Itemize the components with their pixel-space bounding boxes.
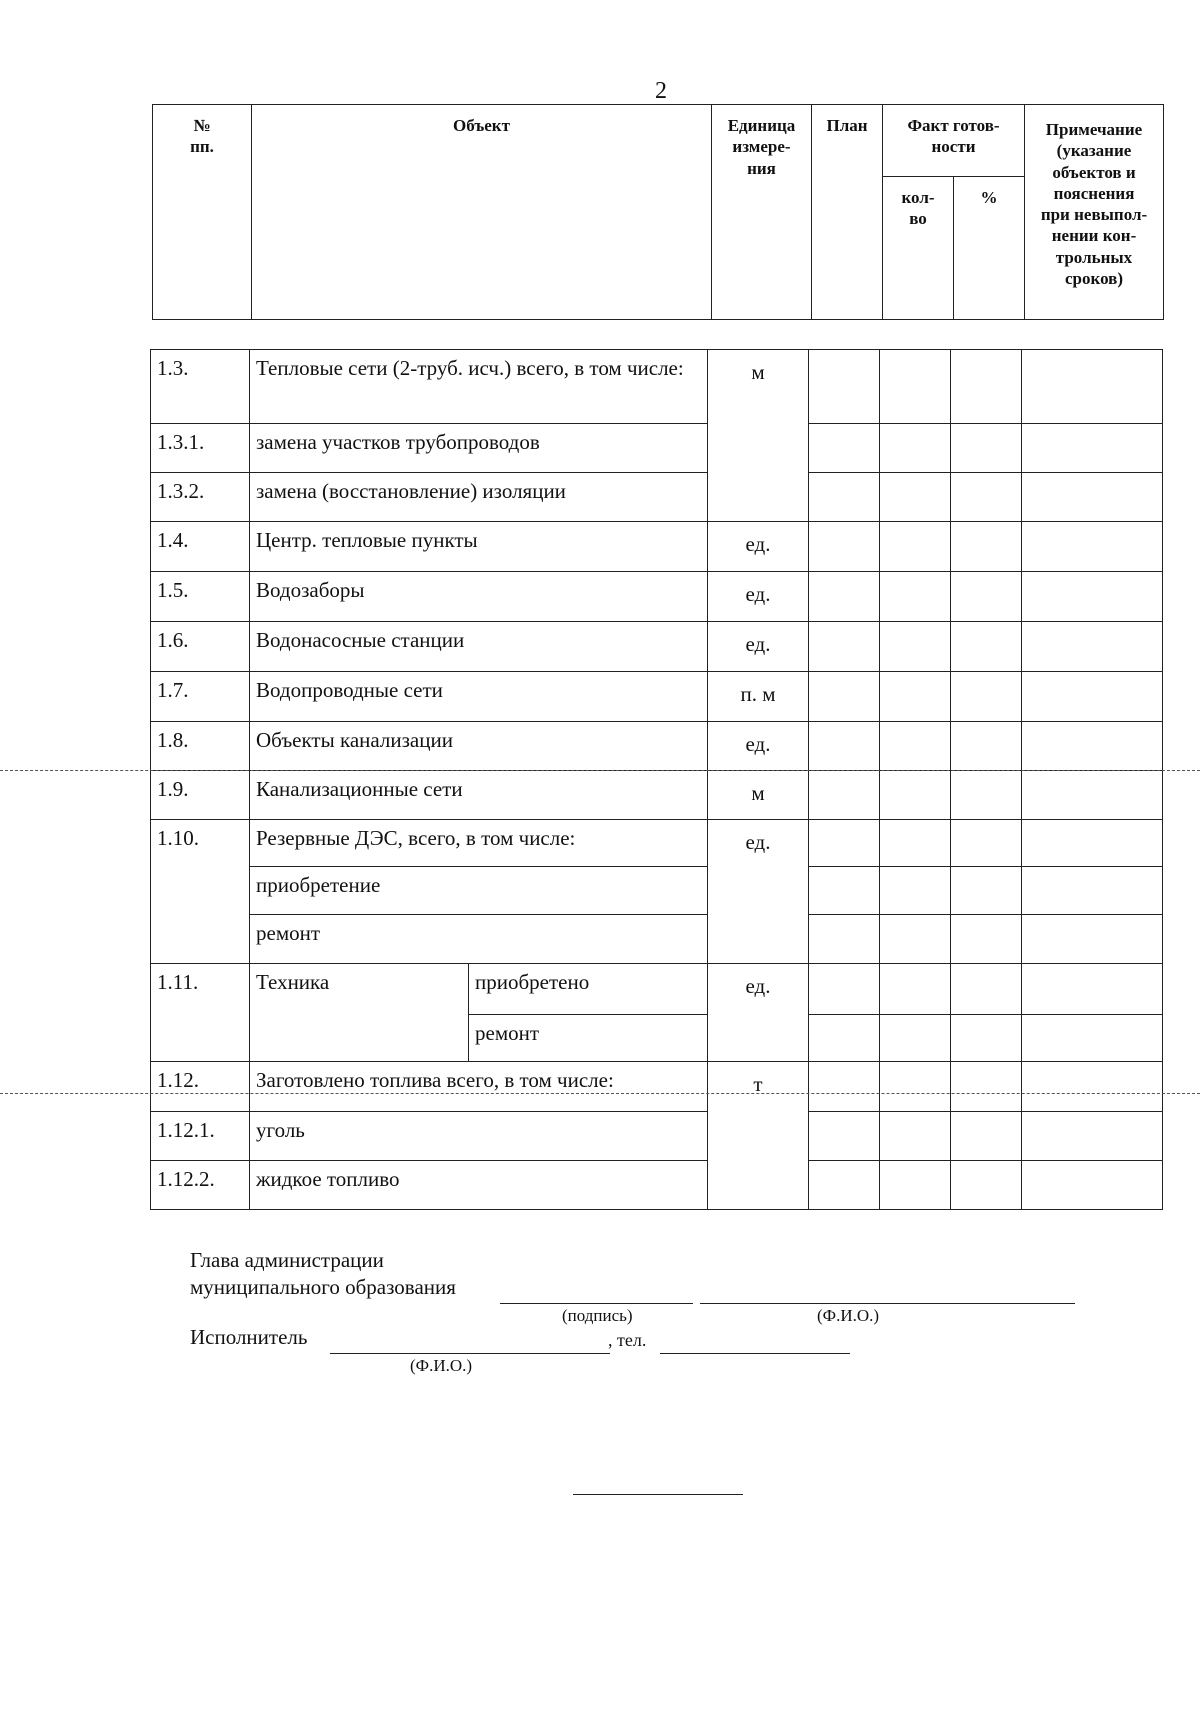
table-row: 1.3.2. замена (восстановление) изоляции: [151, 473, 1163, 522]
table-row: 1.3. Тепловые сети (2-труб. исч.) всего, в том числе: м: [151, 350, 1163, 424]
header-note: Примечание (указание объектов и пояснения при невыпол- нении кон- трольных сроков): [1025, 105, 1164, 320]
fio-field[interactable]: [700, 1303, 1075, 1304]
table-row: приобретение: [151, 867, 1163, 915]
table-row: ремонт: [151, 915, 1163, 964]
header-fact: Факт готов- ности: [883, 105, 1025, 177]
head-title-line2: муниципального образования: [190, 1275, 456, 1299]
head-title-line1: Глава администрации: [190, 1248, 384, 1272]
scan-dash-line: [0, 1093, 1200, 1094]
executor-label: Исполнитель: [190, 1325, 308, 1349]
executor-fio-caption: (Ф.И.О.): [410, 1356, 473, 1375]
table-row: 1.7. Водопроводные сети п. м: [151, 672, 1163, 722]
tel-field[interactable]: [660, 1353, 850, 1354]
table-header: [152, 104, 1164, 320]
table-row: 1.12.2. жидкое топливо: [151, 1161, 1163, 1210]
header-object: Объект: [252, 105, 712, 320]
header-num: № пп.: [153, 105, 252, 320]
table-row: ремонт: [151, 1015, 1163, 1062]
header-qty: кол- во: [883, 177, 954, 320]
end-rule: [573, 1494, 743, 1495]
table-row: 1.3.1. замена участков трубопроводов: [151, 424, 1163, 473]
header-percent: %: [954, 177, 1025, 320]
table-row: 1.5. Водозаборы ед.: [151, 572, 1163, 622]
table-row: 1.10. Резервные ДЭС, всего, в том числе: ед.: [151, 820, 1163, 867]
table-body: [150, 349, 1163, 1210]
table-row: 1.6. Водонасосные станции ед.: [151, 622, 1163, 672]
fio-caption: (Ф.И.О.): [817, 1306, 880, 1325]
header-plan: План: [812, 105, 883, 320]
table-row: 1.9. Канализационные сети м: [151, 771, 1163, 820]
page-number: 2: [655, 78, 667, 104]
header-unit: Единица измере- ния: [712, 105, 812, 320]
signature-field[interactable]: [500, 1303, 693, 1304]
table-row: 1.8. Объекты канализации ед.: [151, 722, 1163, 771]
tel-label: , тел.: [608, 1330, 647, 1350]
table-row: 1.12.1. уголь: [151, 1112, 1163, 1161]
table-row: 1.11. Техника приобретено ед.: [151, 964, 1163, 1015]
scan-dash-line: [0, 770, 1200, 771]
table-row: 1.4. Центр. тепловые пункты ед.: [151, 522, 1163, 572]
table-row: 1.12. Заготовлено топлива всего, в том числе: т: [151, 1062, 1163, 1112]
signature-caption: (подпись): [562, 1306, 633, 1325]
executor-fio-field[interactable]: [330, 1353, 610, 1354]
